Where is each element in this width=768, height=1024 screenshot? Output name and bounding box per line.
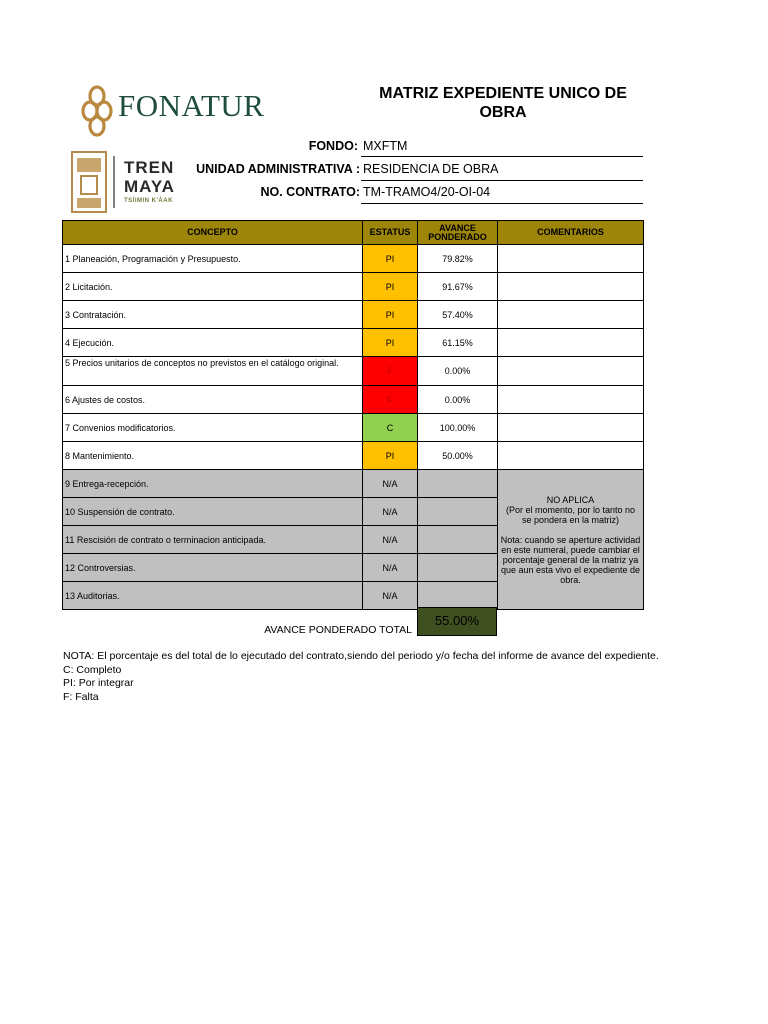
contrato-value: TM-TRAMO4/20-OI-04 [363,185,491,199]
table-row [63,386,644,414]
concept-cell: 3 Contratación. [63,301,363,329]
concept-cell: 13 Auditorias. [63,582,363,610]
note-line: C: Completo [63,663,122,676]
status-cell: PI [363,245,418,273]
col-header-comentarios: COMENTARIOS [498,221,644,245]
status-cell: PI [363,442,418,470]
concept-cell: 2 Licitación. [63,273,363,301]
table-row [63,442,644,470]
unidad-value: RESIDENCIA DE OBRA [363,162,499,176]
table-row [63,301,644,329]
table-row [63,273,644,301]
na-comment-title: NO APLICA [546,494,595,505]
status-cell: F [363,357,418,386]
fondo-label: FONDO: [308,139,358,153]
avance-cell [418,470,498,498]
avance-cell: 57.40% [418,301,498,329]
avance-cell: 91.67% [418,273,498,301]
avance-cell [418,554,498,582]
table-header-row [63,221,644,245]
brand-primary: FONATUR [118,88,265,123]
status-cell: N/A [363,582,418,610]
concept-cell: 7 Convenios modificatorios. [63,414,363,442]
comment-cell [498,442,644,470]
notes-block [63,650,659,704]
status-cell: N/A [363,498,418,526]
table-row [63,357,644,386]
status-cell: PI [363,301,418,329]
brand-secondary-line1: TREN [124,158,175,177]
status-cell: N/A [363,554,418,582]
status-cell: N/A [363,526,418,554]
table-row [63,245,644,273]
col-header-concepto: CONCEPTO [63,221,363,245]
status-cell: N/A [363,470,418,498]
avance-cell [418,498,498,526]
avance-cell: 0.00% [418,386,498,414]
concept-cell: 10 Suspensión de contrato. [63,498,363,526]
concept-cell: 9 Entrega-recepción. [63,470,363,498]
comment-cell [498,386,644,414]
na-comment-note: Nota: cuando se aperture actividad en este numeral, puede cambiar el porcentaje general de la matriz ya que aun esta vivo el expediente de obra. [500,534,641,585]
concept-cell: 5 Precios unitarios de conceptos no previstos en el catálogo original. [63,357,363,386]
contrato-label: NO. CONTRATO: [260,185,360,199]
concept-cell: 6 Ajustes de costos. [63,386,363,414]
table-row [63,414,644,442]
note-line: NOTA: El porcentaje es del total de lo ejecutado del contrato,siendo del periodo y/o fecha del informe de avance del expediente. [63,650,659,662]
fondo-value: MXFTM [363,139,408,153]
fondo-underline [361,156,643,157]
matrix-table [62,220,644,610]
status-cell: PI [363,329,418,357]
comment-cell [498,301,644,329]
comment-cell [498,245,644,273]
comment-cell [498,414,644,442]
brand-secondary-line2: MAYA [124,177,175,196]
page-title: MATRIZ EXPEDIENTE UNICO DE OBRA [379,85,627,121]
total-value: 55.00% [417,607,497,636]
status-cell: C [363,414,418,442]
col-header-avance: AVANCE PONDERADO [418,221,498,245]
note-line: F: Falta [63,690,99,703]
na-comment-cell [498,470,644,610]
status-cell: F [363,386,418,414]
comment-cell [498,273,644,301]
note-line: PI: Por integrar [63,677,134,690]
concept-cell: 12 Controversias. [63,554,363,582]
contrato-underline [361,203,643,204]
avance-cell: 61.15% [418,329,498,357]
total-label: AVANCE PONDERADO TOTAL [264,624,412,636]
avance-cell: 50.00% [418,442,498,470]
avance-cell: 79.82% [418,245,498,273]
status-cell: PI [363,273,418,301]
comment-cell [498,357,644,386]
concept-cell: 8 Mantenimiento. [63,442,363,470]
table-row [63,329,644,357]
comment-cell [498,329,644,357]
table-row [63,470,644,498]
avance-cell: 0.00% [418,357,498,386]
concept-cell: 1 Planeación, Programación y Presupuesto. [63,245,363,273]
avance-cell [418,526,498,554]
concept-cell: 11 Rescisión de contrato o terminacion anticipada. [63,526,363,554]
avance-cell [418,582,498,610]
col-header-estatus: ESTATUS [363,221,418,245]
avance-cell: 100.00% [418,414,498,442]
na-comment-sub: (Por el momento, por lo tanto no se pondera en la matriz) [505,504,636,525]
concept-cell: 4 Ejecución. [63,329,363,357]
brand-secondary-tagline: TSÍIMIN K'ÁAK [124,198,173,204]
unidad-label: UNIDAD ADMINISTRATIVA : [196,162,360,176]
unidad-underline [361,180,643,181]
